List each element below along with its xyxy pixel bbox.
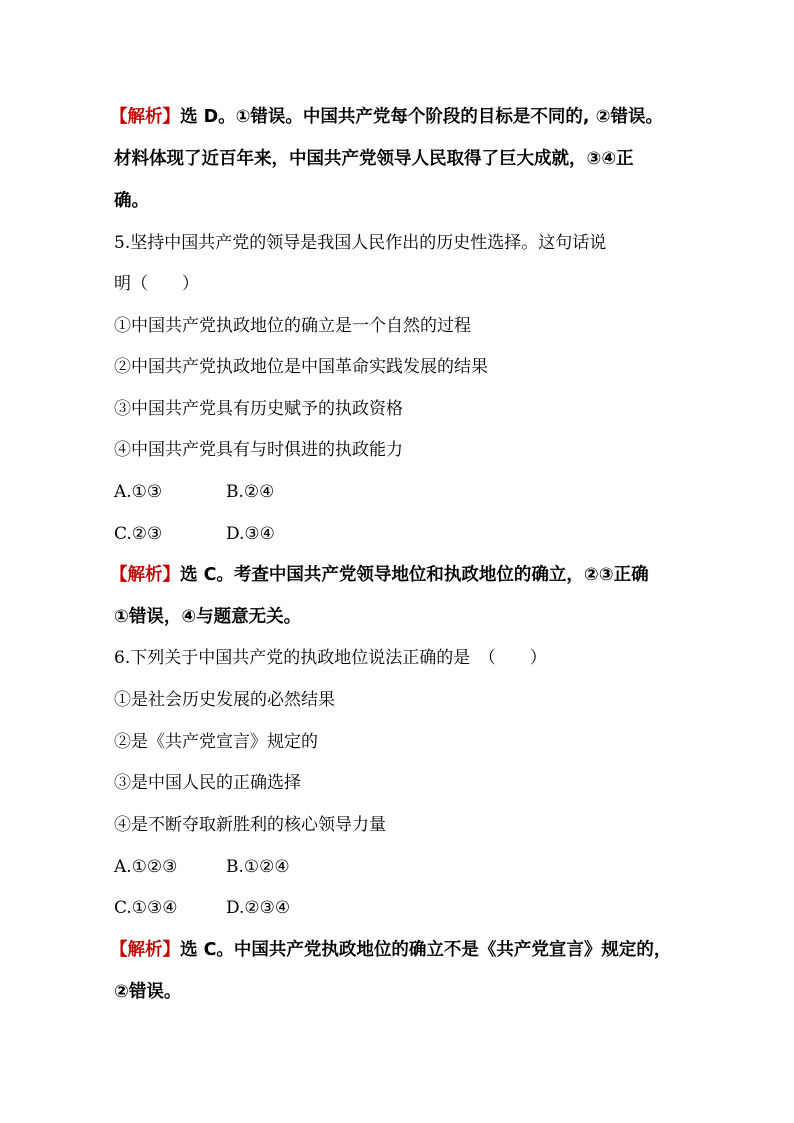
analysis-tag: 【解析】 (110, 107, 180, 127)
option-a: A.①②③ (114, 857, 178, 877)
question-6-item: ④是不断夺取新胜利的核心领导力量 (114, 815, 386, 835)
question-6-stem: 6.下列关于中国共产党的执政地位说法正确的是 （ ） (114, 648, 547, 668)
analysis-text: 选 C。考查中国共产党领导地位和执政地位的确立，②③正确 (180, 565, 649, 585)
option-a: A.①③ (114, 482, 163, 502)
option-b: B.①②④ (226, 857, 290, 877)
question-5-item: ②中国共产党执政地位是中国革命实践发展的结果 (114, 357, 488, 377)
analysis-tag: 【解析】 (110, 565, 180, 585)
question-5-options-row (114, 522, 275, 546)
analysis-line: ②错误。 (114, 982, 182, 1002)
question-5-item: ①中国共产党执政地位的确立是一个自然的过程 (114, 316, 471, 336)
question-5-options-row (114, 480, 274, 504)
question-6-item: ②是《共产党宣言》规定的 (114, 732, 318, 752)
option-d: D.②③④ (226, 898, 291, 918)
question-6-item: ③是中国人民的正确选择 (114, 773, 301, 793)
analysis-line: 确。 (114, 191, 149, 211)
analysis-text: 选 C。中国共产党执政地位的确立不是《共产党宣言》规定的， (180, 940, 672, 960)
question-5-item: ④中国共产党具有与时俱进的执政能力 (114, 440, 403, 460)
question-5-stem: 明（ ） (114, 274, 199, 294)
option-b: B.②④ (226, 482, 275, 502)
analysis-text: 选 D。①错误。中国共产党每个阶段的目标是不同的, ②错误。 (180, 107, 663, 127)
analysis-line (110, 938, 672, 962)
question-6-options-row (114, 896, 290, 920)
option-c: C.②③ (114, 524, 163, 544)
analysis-line (110, 105, 663, 129)
question-5-item: ③中国共产党具有历史赋予的执政资格 (114, 399, 403, 419)
analysis-line (110, 563, 649, 587)
option-c: C.①③④ (114, 898, 178, 918)
analysis-tag: 【解析】 (110, 940, 180, 960)
analysis-line: ①错误，④与题意无关。 (114, 607, 302, 627)
question-6-options-row (114, 855, 290, 879)
option-d: D.③④ (226, 524, 275, 544)
question-5-stem: 5.坚持中国共产党的领导是我国人民作出的历史性选择。这句话说 (114, 233, 607, 253)
question-6-item: ①是社会历史发展的必然结果 (114, 690, 335, 710)
analysis-line: 材料体现了近百年来，中国共产党领导人民取得了巨大成就，③④正 (114, 149, 634, 169)
